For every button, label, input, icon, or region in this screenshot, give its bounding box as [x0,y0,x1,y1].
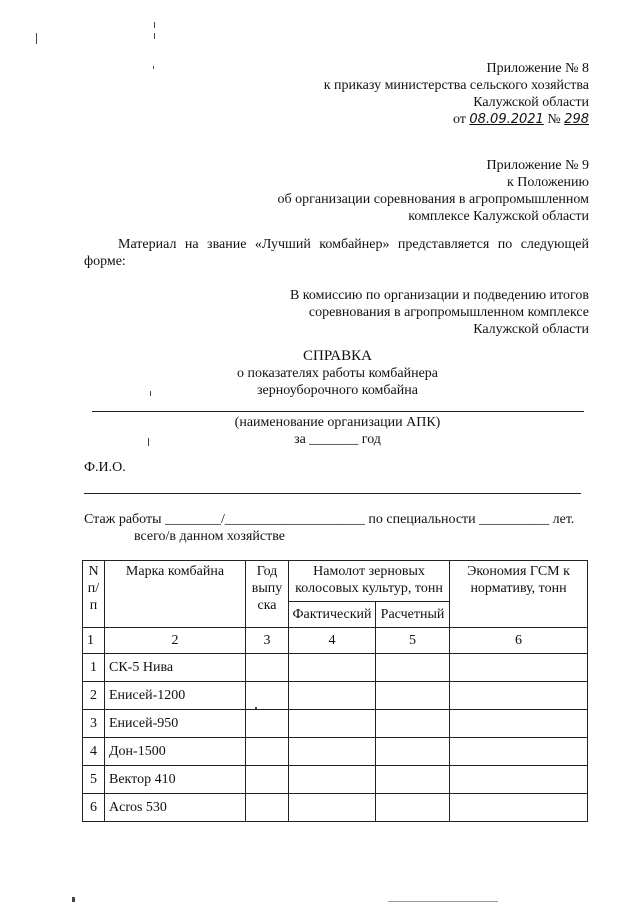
scan-mark [255,707,257,709]
header-calculated: Расчетный [376,602,450,628]
document-title-block [200,348,475,399]
table-row [83,654,588,682]
calculated-cell[interactable] [376,794,450,822]
table-row [83,794,588,822]
actual-cell[interactable] [289,738,376,766]
appendix9-region: комплексе Калужской области [408,209,589,224]
combine-brand: Енисей-1200 [105,682,246,710]
org-name-line [92,411,584,412]
header-actual: Фактический [289,602,376,628]
row-number: 6 [83,794,105,822]
intro-line-2: форме: [84,254,126,269]
year-cell[interactable] [246,738,289,766]
combine-brand: СК-5 Нива [105,654,246,682]
year-cell[interactable] [246,654,289,682]
appendix9-regulation: к Положению [506,175,589,190]
index-cell: 5 [376,628,450,654]
year-cell[interactable] [246,682,289,710]
scan-mark [148,438,149,446]
index-cell: 4 [289,628,376,654]
appendix8-date: 08.09.2021 [469,112,544,127]
fuel-economy-cell[interactable] [450,682,588,710]
combine-brand: Acros 530 [105,794,246,822]
index-cell: 3 [246,628,289,654]
row-number: 4 [83,738,105,766]
scan-mark [72,897,75,902]
actual-cell[interactable] [289,654,376,682]
header-fuel-economy: Экономия ГСМ к нормативу, тонн [450,561,588,628]
fuel-economy-cell[interactable] [450,710,588,738]
appendix8-order: к приказу министерства сельского хозяйства [323,78,589,93]
fuel-economy-cell[interactable] [450,794,588,822]
org-caption-block [200,414,475,448]
year-cell[interactable] [246,766,289,794]
addressee-line-1: В комиссию по организации и подведению итогов [289,288,589,303]
appendix8-region: Калужской области [473,95,589,110]
scan-mark [153,66,154,69]
appendix8-block [324,60,589,128]
calculated-cell[interactable] [376,682,450,710]
intro-line-1: Материал на звание «Лучший комбайнер» представляется по следующей [118,237,589,252]
year-cell[interactable] [246,794,289,822]
table-row [83,710,588,738]
year-cell[interactable] [246,710,289,738]
calculated-cell[interactable] [376,738,450,766]
header-yield-group: Намолот зерновых колосовых культур, тонн [289,561,450,602]
index-cell: 2 [105,628,246,654]
table-header-row [83,561,588,602]
experience-block [84,511,574,545]
document-title: СПРАВКА [303,348,372,364]
document-subtitle-1: о показателях работы комбайнера [236,366,439,381]
appendix9-block [278,157,590,225]
header-num: N п/ п [83,561,105,628]
actual-cell[interactable] [289,794,376,822]
appendix8-no-sign: № [547,112,561,127]
addressee-line-2: соревнования в агропромышленном комплексе [308,305,589,320]
actual-cell[interactable] [289,766,376,794]
header-brand: Марка комбайна [105,561,246,628]
scan-mark [154,22,155,28]
table-row [83,738,588,766]
header-year: Год выпу ска [246,561,289,628]
year-line: за _______ год [294,432,381,447]
table-row [83,682,588,710]
table-row [83,766,588,794]
scan-mark [388,901,498,902]
fuel-economy-cell[interactable] [450,654,588,682]
row-number: 2 [83,682,105,710]
scan-mark [154,33,155,39]
calculated-cell[interactable] [376,766,450,794]
combine-brand: Вектор 410 [105,766,246,794]
appendix8-number: 298 [564,112,589,127]
index-cell: 1 [83,628,105,654]
actual-cell[interactable] [289,710,376,738]
combine-brand: Енисей-950 [105,710,246,738]
actual-cell[interactable] [289,682,376,710]
calculated-cell[interactable] [376,654,450,682]
experience-caption: всего/в данном хозяйстве [134,529,285,544]
index-cell: 6 [450,628,588,654]
addressee-block [290,287,589,338]
scan-mark [36,33,37,44]
scan-mark [150,391,151,396]
appendix8-date-line [324,111,589,128]
appendix8-title: Приложение № 8 [486,61,589,76]
table-index-row [83,628,588,654]
appendix9-subject: об организации соревнования в агропромышленном [277,192,589,207]
fuel-economy-cell[interactable] [450,766,588,794]
org-caption: (наименование организации АПК) [234,415,441,430]
fio-line [84,493,581,494]
addressee-line-3: Калужской области [473,322,589,337]
combine-brand: Дон-1500 [105,738,246,766]
intro-paragraph [84,236,589,270]
fio-label: Ф.И.О. [84,460,126,475]
calculated-cell[interactable] [376,710,450,738]
fuel-economy-cell[interactable] [450,738,588,766]
row-number: 1 [83,654,105,682]
row-number: 5 [83,766,105,794]
row-number: 3 [83,710,105,738]
experience-line: Стаж работы ________/____________________ по специальности __________ лет. [84,512,575,527]
combine-table [82,560,588,822]
appendix9-title: Приложение № 9 [486,158,589,173]
document-subtitle-2: зерноуборочного комбайна [257,383,418,398]
appendix8-date-prefix: от [452,112,466,127]
